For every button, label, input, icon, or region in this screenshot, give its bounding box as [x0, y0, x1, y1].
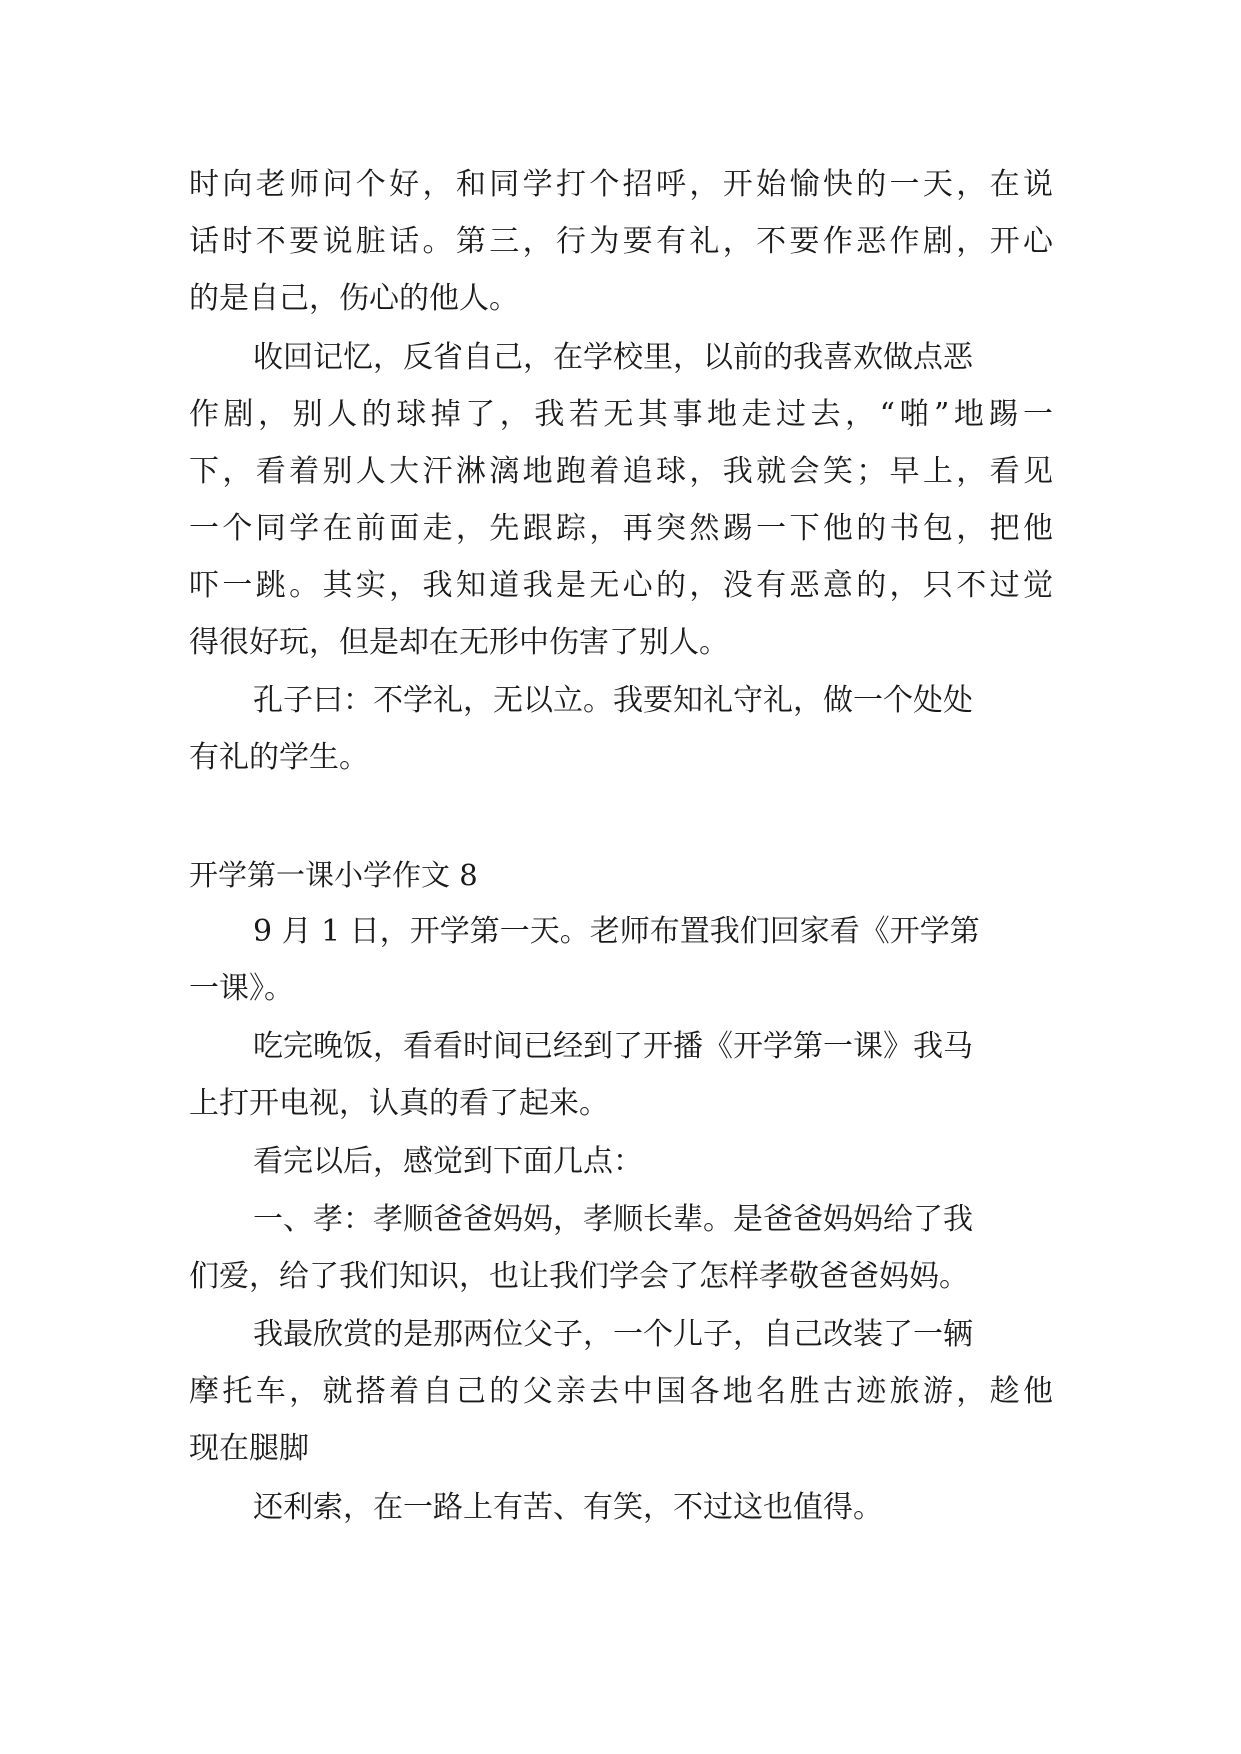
paragraph-first-line: 看完以后，感觉到下面几点： [253, 1144, 643, 1179]
text-line: 上打开电视，认真的看了起来。 [189, 1086, 609, 1121]
paragraph-first-line: 还利索，在一路上有苦、有笑，不过这也值得。 [253, 1490, 883, 1525]
text-line: 有礼的学生。 [189, 740, 369, 775]
paragraph-first-line: 吃完晚饭，看看时间已经到了开播《开学第一课》我马 [253, 1029, 973, 1064]
text-line: 时向老师问个好，和同学打个招呼，开始愉快的一天，在说 [189, 167, 1053, 202]
text-line: 下，看着别人大汗淋漓地跑着追球，我就会笑；早上，看见 [189, 454, 1053, 489]
paragraph-first-line: 收回记忆，反省自己，在学校里，以前的我喜欢做点恶 [253, 340, 973, 375]
paragraph-first-line: 孔子曰：不学礼，无以立。我要知礼守礼，做一个处处 [253, 683, 973, 718]
text-line: 得很好玩，但是却在无形中伤害了别人。 [189, 625, 729, 660]
text-line: 吓一跳。其实，我知道我是无心的，没有恶意的，只不过觉 [189, 568, 1053, 603]
text-line: 摩托车，就搭着自己的父亲去中国各地名胜古迹旅游，趁他 [189, 1374, 1053, 1409]
text-line: 作剧，别人的球掉了，我若无其事地走过去，“啪”地踢一 [189, 397, 1053, 432]
text-line: 一课》。 [189, 971, 294, 1006]
text-line: 话时不要说脏话。第三，行为要有礼，不要作恶作剧，开心 [189, 224, 1053, 259]
text-line: 们爱，给了我们知识，也让我们学会了怎样孝敬爸爸妈妈。 [189, 1259, 969, 1294]
section-title: 开学第一课小学作文 8 [189, 858, 478, 892]
text-line: 现在腿脚 [189, 1431, 309, 1466]
text-line: 的是自己，伤心的他人。 [189, 281, 519, 316]
text-line: 一个同学在前面走，先跟踪，再突然踢一下他的书包，把他 [189, 511, 1053, 546]
paragraph-first-line: 我最欣赏的是那两位父子，一个儿子，自己改装了一辆 [253, 1317, 973, 1352]
paragraph-first-line: 一、孝：孝顺爸爸妈妈，孝顺长辈。是爸爸妈妈给了我 [253, 1202, 973, 1237]
paragraph-first-line: 9 月 1 日，开学第一天。老师布置我们回家看《开学第 [253, 914, 980, 949]
